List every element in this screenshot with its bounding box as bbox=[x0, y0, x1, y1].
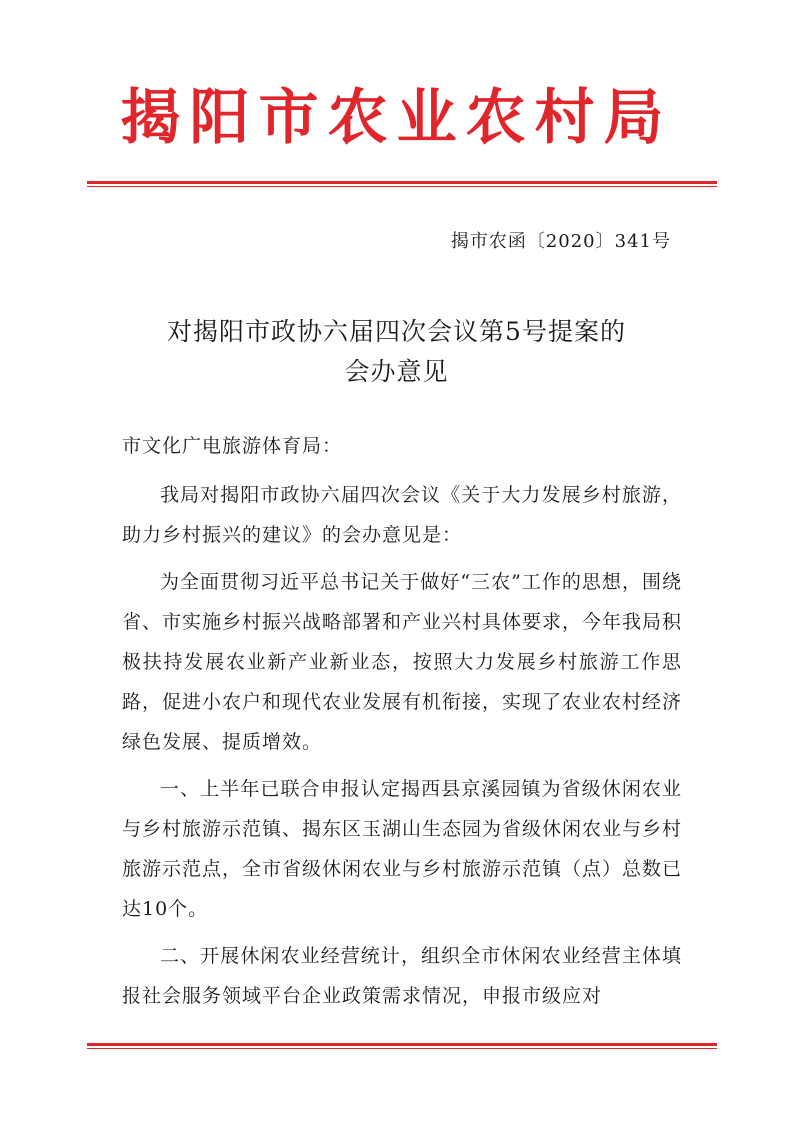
document-title bbox=[0, 312, 793, 392]
body-paragraph: 一、上半年已联合申报认定揭西县京溪园镇为省级休闲农业与乡村旅游示范镇、揭东区玉湖山生态园为省级休闲农业与乡村旅游示范点，全市省级休闲农业与乡村旅游示范镇（点）总数已达10个。 bbox=[122, 778, 683, 920]
body-paragraph: 二、开展休闲农业经营统计，组织全市休闲农业经营主体填报社会服务领域平台企业政策需求情况，申报市级应对 bbox=[122, 945, 682, 1007]
footer-divider-thin bbox=[87, 1048, 717, 1049]
org-header-title: 揭阳市农业农村局 bbox=[120, 83, 673, 153]
header-divider-thin bbox=[87, 186, 717, 187]
document-title-line-2: 会办意见 bbox=[344, 357, 449, 386]
recipient: 市文化广电旅游体育局： bbox=[122, 435, 343, 457]
footer-divider-thick bbox=[87, 1043, 717, 1046]
body-paragraph: 我局对揭阳市政协六届四次会议《关于大力发展乡村旅游，助力乡村振兴的建议》的会办意见是： bbox=[122, 484, 682, 546]
document-body bbox=[122, 475, 682, 1023]
document-number: 揭市农函〔2020〕341号 bbox=[450, 231, 671, 252]
header-divider-thick bbox=[87, 181, 717, 184]
body-paragraph: 为全面贯彻习近平总书记关于做好“三农”工作的思想，围绕省、市实施乡村振兴战略部署和产业兴村具体要求，今年我局积极扶持发展农业新产业新业态，按照大力发展乡村旅游工作思路，促进小农户和现代农业发展有机衔接，实现了农业农村经济绿色发展、提质增效。 bbox=[122, 571, 683, 753]
footer-divider bbox=[87, 1043, 717, 1050]
header-divider bbox=[87, 181, 717, 188]
document-title-line-1: 对揭阳市政协六届四次会议第5号提案的 bbox=[167, 317, 626, 346]
